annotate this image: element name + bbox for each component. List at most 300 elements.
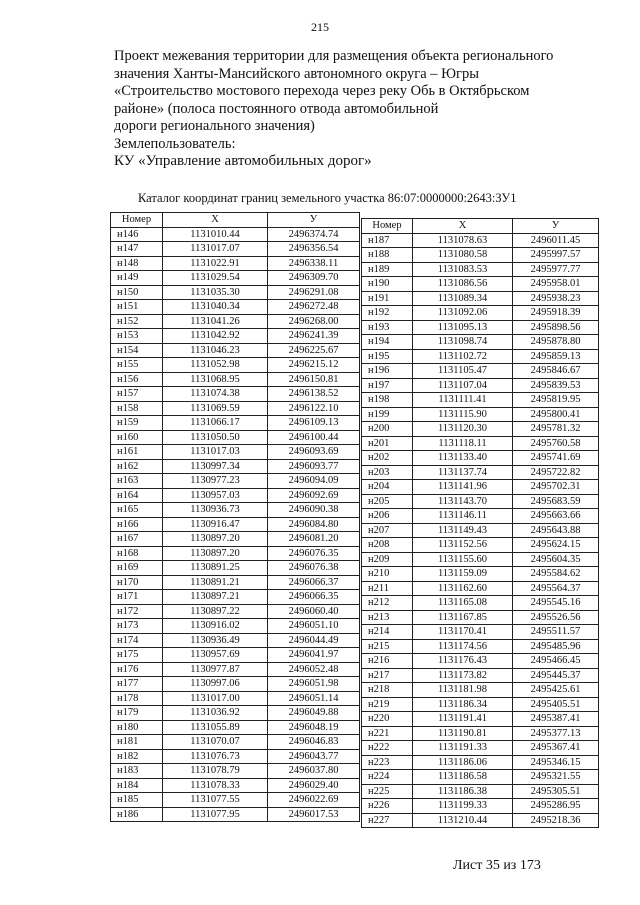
x-coordinate: 1131089.34 xyxy=(413,291,513,306)
table-row xyxy=(111,764,360,779)
y-coordinate: 2495584.62 xyxy=(513,567,599,582)
point-number: н205 xyxy=(362,494,413,509)
y-coordinate: 2496052.48 xyxy=(268,662,360,677)
point-number: н165 xyxy=(111,503,163,518)
table-row xyxy=(362,755,599,770)
y-coordinate: 2495741.69 xyxy=(513,451,599,466)
x-coordinate: 1131017.07 xyxy=(163,242,268,257)
point-number: н159 xyxy=(111,416,163,431)
point-number: н164 xyxy=(111,488,163,503)
catalog-title: Каталог координат границ земельного участка 86:07:0000000:2643:ЗУ1 xyxy=(138,191,517,205)
x-coordinate: 1131173.82 xyxy=(413,668,513,683)
point-number: н191 xyxy=(362,291,413,306)
x-coordinate: 1131165.08 xyxy=(413,596,513,611)
table-row xyxy=(362,654,599,669)
x-coordinate: 1131118.11 xyxy=(413,436,513,451)
table-row xyxy=(111,416,360,431)
table-row xyxy=(111,532,360,547)
point-number: н167 xyxy=(111,532,163,547)
x-coordinate: 1131042.92 xyxy=(163,329,268,344)
table-row xyxy=(111,488,360,503)
point-number: н208 xyxy=(362,538,413,553)
point-number: н199 xyxy=(362,407,413,422)
y-coordinate: 2495377.13 xyxy=(513,726,599,741)
table-row xyxy=(111,358,360,373)
y-coordinate: 2495938.23 xyxy=(513,291,599,306)
x-coordinate: 1131137.74 xyxy=(413,465,513,480)
y-coordinate: 2496051.98 xyxy=(268,677,360,692)
x-coordinate: 1131186.34 xyxy=(413,697,513,712)
x-coordinate: 1131035.30 xyxy=(163,285,268,300)
table-row xyxy=(362,320,599,335)
x-coordinate: 1131068.95 xyxy=(163,372,268,387)
x-coordinate: 1131191.41 xyxy=(413,712,513,727)
table-row xyxy=(362,233,599,248)
point-number: н173 xyxy=(111,619,163,634)
point-number: н189 xyxy=(362,262,413,277)
x-coordinate: 1131055.89 xyxy=(163,720,268,735)
x-coordinate: 1131046.23 xyxy=(163,343,268,358)
x-coordinate: 1131086.56 xyxy=(413,277,513,292)
point-number: н194 xyxy=(362,335,413,350)
y-coordinate: 2495624.15 xyxy=(513,538,599,553)
table-row xyxy=(362,335,599,350)
header-number: Номер xyxy=(111,213,163,228)
table-row xyxy=(362,248,599,263)
y-coordinate: 2496029.40 xyxy=(268,778,360,793)
y-coordinate: 2495683.59 xyxy=(513,494,599,509)
x-coordinate: 1130977.23 xyxy=(163,474,268,489)
x-coordinate: 1131167.85 xyxy=(413,610,513,625)
point-number: н215 xyxy=(362,639,413,654)
x-coordinate: 1131149.43 xyxy=(413,523,513,538)
y-coordinate: 2496076.35 xyxy=(268,546,360,561)
x-coordinate: 1131052.98 xyxy=(163,358,268,373)
table-row xyxy=(362,567,599,582)
x-coordinate: 1131036.92 xyxy=(163,706,268,721)
x-coordinate: 1131199.33 xyxy=(413,799,513,814)
point-number: н180 xyxy=(111,720,163,735)
point-number: н221 xyxy=(362,726,413,741)
table-row xyxy=(362,262,599,277)
y-coordinate: 2495643.88 xyxy=(513,523,599,538)
point-number: н156 xyxy=(111,372,163,387)
point-number: н212 xyxy=(362,596,413,611)
table-row xyxy=(362,697,599,712)
table-row xyxy=(111,691,360,706)
y-coordinate: 2496046.83 xyxy=(268,735,360,750)
y-coordinate: 2496225.67 xyxy=(268,343,360,358)
y-coordinate: 2496051.10 xyxy=(268,619,360,634)
y-coordinate: 2495702.31 xyxy=(513,480,599,495)
point-number: н181 xyxy=(111,735,163,750)
y-coordinate: 2495321.55 xyxy=(513,770,599,785)
y-coordinate: 2496100.44 xyxy=(268,430,360,445)
y-coordinate: 2495918.39 xyxy=(513,306,599,321)
point-number: н171 xyxy=(111,590,163,605)
x-coordinate: 1131078.79 xyxy=(163,764,268,779)
point-number: н176 xyxy=(111,662,163,677)
point-number: н179 xyxy=(111,706,163,721)
table-header-row xyxy=(362,219,599,234)
y-coordinate: 2495977.77 xyxy=(513,262,599,277)
x-coordinate: 1131070.07 xyxy=(163,735,268,750)
table-row xyxy=(362,422,599,437)
point-number: н184 xyxy=(111,778,163,793)
table-row xyxy=(362,364,599,379)
land-user-name: КУ «Управление автомобильных дорог» xyxy=(114,153,372,169)
point-number: н161 xyxy=(111,445,163,460)
header-number: Номер xyxy=(362,219,413,234)
y-coordinate: 2495800.41 xyxy=(513,407,599,422)
y-coordinate: 2496150.81 xyxy=(268,372,360,387)
x-coordinate: 1131174.56 xyxy=(413,639,513,654)
y-coordinate: 2495425.61 xyxy=(513,683,599,698)
point-number: н157 xyxy=(111,387,163,402)
x-coordinate: 1131159.09 xyxy=(413,567,513,582)
table-row xyxy=(111,619,360,634)
table-row xyxy=(111,807,360,822)
header-y: У xyxy=(268,213,360,228)
x-coordinate: 1130891.25 xyxy=(163,561,268,576)
table-row xyxy=(362,393,599,408)
table-row xyxy=(362,770,599,785)
title-line: Проект межевания территории для размещения объекта регионального xyxy=(114,48,554,64)
coordinates-table-left xyxy=(110,212,360,822)
table-row xyxy=(362,741,599,756)
x-coordinate: 1131107.04 xyxy=(413,378,513,393)
x-coordinate: 1130897.22 xyxy=(163,604,268,619)
x-coordinate: 1130997.34 xyxy=(163,459,268,474)
point-number: н211 xyxy=(362,581,413,596)
y-coordinate: 2496048.19 xyxy=(268,720,360,735)
table-row xyxy=(362,306,599,321)
y-coordinate: 2495958.01 xyxy=(513,277,599,292)
y-coordinate: 2496291.08 xyxy=(268,285,360,300)
table-row xyxy=(362,784,599,799)
y-coordinate: 2496084.80 xyxy=(268,517,360,532)
table-row xyxy=(362,523,599,538)
x-coordinate: 1131133.40 xyxy=(413,451,513,466)
y-coordinate: 2495545.16 xyxy=(513,596,599,611)
y-coordinate: 2496066.35 xyxy=(268,590,360,605)
point-number: н207 xyxy=(362,523,413,538)
point-number: н174 xyxy=(111,633,163,648)
y-coordinate: 2495526.56 xyxy=(513,610,599,625)
title-line: «Строительство мостового перехода через реку Обь в Октябрьском xyxy=(114,83,530,99)
table-row xyxy=(111,329,360,344)
point-number: н183 xyxy=(111,764,163,779)
point-number: н196 xyxy=(362,364,413,379)
x-coordinate: 1131066.17 xyxy=(163,416,268,431)
x-coordinate: 1131143.70 xyxy=(413,494,513,509)
y-coordinate: 2496374.74 xyxy=(268,227,360,242)
point-number: н214 xyxy=(362,625,413,640)
table-row xyxy=(111,401,360,416)
land-user-label: Землепользователь: xyxy=(114,135,236,152)
point-number: н172 xyxy=(111,604,163,619)
point-number: н222 xyxy=(362,741,413,756)
point-number: н203 xyxy=(362,465,413,480)
y-coordinate: 2496272.48 xyxy=(268,300,360,315)
table-row xyxy=(362,581,599,596)
header-x: X xyxy=(163,213,268,228)
table-row xyxy=(362,465,599,480)
point-number: н204 xyxy=(362,480,413,495)
x-coordinate: 1130897.20 xyxy=(163,546,268,561)
x-coordinate: 1131120.30 xyxy=(413,422,513,437)
point-number: н198 xyxy=(362,393,413,408)
sheet-counter: Лист 35 из 173 xyxy=(453,858,541,873)
y-coordinate: 2495760.58 xyxy=(513,436,599,451)
y-coordinate: 2496022.69 xyxy=(268,793,360,808)
y-coordinate: 2496093.77 xyxy=(268,459,360,474)
y-coordinate: 2496109.13 xyxy=(268,416,360,431)
point-number: н227 xyxy=(362,813,413,828)
table-row xyxy=(362,639,599,654)
x-coordinate: 1131186.38 xyxy=(413,784,513,799)
table-row xyxy=(111,387,360,402)
point-number: н202 xyxy=(362,451,413,466)
table-row xyxy=(111,503,360,518)
x-coordinate: 1130977.87 xyxy=(163,662,268,677)
point-number: н210 xyxy=(362,567,413,582)
table-row xyxy=(362,451,599,466)
table-row xyxy=(111,459,360,474)
point-number: н188 xyxy=(362,248,413,263)
x-coordinate: 1131022.91 xyxy=(163,256,268,271)
x-coordinate: 1131078.63 xyxy=(413,233,513,248)
x-coordinate: 1131040.34 xyxy=(163,300,268,315)
y-coordinate: 2496043.77 xyxy=(268,749,360,764)
table-row xyxy=(362,683,599,698)
point-number: н224 xyxy=(362,770,413,785)
point-number: н169 xyxy=(111,561,163,576)
y-coordinate: 2496094.09 xyxy=(268,474,360,489)
table-row xyxy=(362,625,599,640)
y-coordinate: 2495564.37 xyxy=(513,581,599,596)
y-coordinate: 2495405.51 xyxy=(513,697,599,712)
x-coordinate: 1130936.49 xyxy=(163,633,268,648)
y-coordinate: 2495511.57 xyxy=(513,625,599,640)
x-coordinate: 1131191.33 xyxy=(413,741,513,756)
y-coordinate: 2496060.40 xyxy=(268,604,360,619)
point-number: н178 xyxy=(111,691,163,706)
point-number: н218 xyxy=(362,683,413,698)
table-row xyxy=(362,813,599,828)
x-coordinate: 1131176.43 xyxy=(413,654,513,669)
x-coordinate: 1130957.03 xyxy=(163,488,268,503)
point-number: н225 xyxy=(362,784,413,799)
table-row xyxy=(362,349,599,364)
table-row xyxy=(111,343,360,358)
y-coordinate: 2495367.41 xyxy=(513,741,599,756)
title-line: районе» (полоса постоянного отвода автомобильной xyxy=(114,100,439,117)
table-header-row xyxy=(111,213,360,228)
table-row xyxy=(111,590,360,605)
y-coordinate: 2496037.80 xyxy=(268,764,360,779)
table-row xyxy=(111,648,360,663)
point-number: н152 xyxy=(111,314,163,329)
table-row xyxy=(111,749,360,764)
table-row xyxy=(111,256,360,271)
x-coordinate: 1131017.00 xyxy=(163,691,268,706)
table-row xyxy=(362,668,599,683)
table-row xyxy=(362,538,599,553)
x-coordinate: 1130957.69 xyxy=(163,648,268,663)
y-coordinate: 2496090.38 xyxy=(268,503,360,518)
y-coordinate: 2496356.54 xyxy=(268,242,360,257)
point-number: н195 xyxy=(362,349,413,364)
point-number: н154 xyxy=(111,343,163,358)
point-number: н166 xyxy=(111,517,163,532)
table-row xyxy=(111,561,360,576)
table-row xyxy=(362,378,599,393)
point-number: н220 xyxy=(362,712,413,727)
table-row xyxy=(111,242,360,257)
x-coordinate: 1131077.95 xyxy=(163,807,268,822)
x-coordinate: 1130997.06 xyxy=(163,677,268,692)
x-coordinate: 1131098.74 xyxy=(413,335,513,350)
table-row xyxy=(362,407,599,422)
y-coordinate: 2495846.67 xyxy=(513,364,599,379)
project-title xyxy=(114,48,604,171)
point-number: н200 xyxy=(362,422,413,437)
y-coordinate: 2496051.14 xyxy=(268,691,360,706)
x-coordinate: 1131010.44 xyxy=(163,227,268,242)
y-coordinate: 2496241.39 xyxy=(268,329,360,344)
y-coordinate: 2496268.00 xyxy=(268,314,360,329)
point-number: н148 xyxy=(111,256,163,271)
table-row xyxy=(362,596,599,611)
table-row xyxy=(362,291,599,306)
table-row xyxy=(111,735,360,750)
table-row xyxy=(111,430,360,445)
y-coordinate: 2496093.69 xyxy=(268,445,360,460)
y-coordinate: 2495218.36 xyxy=(513,813,599,828)
y-coordinate: 2495819.95 xyxy=(513,393,599,408)
x-coordinate: 1130897.21 xyxy=(163,590,268,605)
table-row xyxy=(362,494,599,509)
y-coordinate: 2495997.57 xyxy=(513,248,599,263)
x-coordinate: 1131141.96 xyxy=(413,480,513,495)
y-coordinate: 2495346.15 xyxy=(513,755,599,770)
y-coordinate: 2495387.41 xyxy=(513,712,599,727)
y-coordinate: 2496041.97 xyxy=(268,648,360,663)
y-coordinate: 2495878.80 xyxy=(513,335,599,350)
y-coordinate: 2495722.82 xyxy=(513,465,599,480)
x-coordinate: 1131017.03 xyxy=(163,445,268,460)
y-coordinate: 2496338.11 xyxy=(268,256,360,271)
table-row xyxy=(111,677,360,692)
x-coordinate: 1131190.81 xyxy=(413,726,513,741)
x-coordinate: 1131074.38 xyxy=(163,387,268,402)
table-row xyxy=(362,610,599,625)
y-coordinate: 2496081.20 xyxy=(268,532,360,547)
point-number: н193 xyxy=(362,320,413,335)
x-coordinate: 1131186.06 xyxy=(413,755,513,770)
x-coordinate: 1131102.72 xyxy=(413,349,513,364)
y-coordinate: 2495445.37 xyxy=(513,668,599,683)
x-coordinate: 1131162.60 xyxy=(413,581,513,596)
point-number: н168 xyxy=(111,546,163,561)
x-coordinate: 1131077.55 xyxy=(163,793,268,808)
y-coordinate: 2496066.37 xyxy=(268,575,360,590)
point-number: н185 xyxy=(111,793,163,808)
y-coordinate: 2495305.51 xyxy=(513,784,599,799)
y-coordinate: 2496017.53 xyxy=(268,807,360,822)
x-coordinate: 1131095.13 xyxy=(413,320,513,335)
y-coordinate: 2495663.66 xyxy=(513,509,599,524)
point-number: н149 xyxy=(111,271,163,286)
page-number: 215 xyxy=(311,20,329,34)
table-row xyxy=(111,271,360,286)
y-coordinate: 2495781.32 xyxy=(513,422,599,437)
table-row xyxy=(362,799,599,814)
table-row xyxy=(111,662,360,677)
y-coordinate: 2496122.10 xyxy=(268,401,360,416)
y-coordinate: 2496044.49 xyxy=(268,633,360,648)
x-coordinate: 1131083.53 xyxy=(413,262,513,277)
table-row xyxy=(111,474,360,489)
point-number: н175 xyxy=(111,648,163,663)
x-coordinate: 1130916.02 xyxy=(163,619,268,634)
table-row xyxy=(111,285,360,300)
x-coordinate: 1131080.58 xyxy=(413,248,513,263)
table-row xyxy=(111,227,360,242)
x-coordinate: 1131041.26 xyxy=(163,314,268,329)
x-coordinate: 1130916.47 xyxy=(163,517,268,532)
table-row xyxy=(111,793,360,808)
table-row xyxy=(111,633,360,648)
point-number: н197 xyxy=(362,378,413,393)
table-row xyxy=(111,314,360,329)
x-coordinate: 1131146.11 xyxy=(413,509,513,524)
table-row xyxy=(111,604,360,619)
table-row xyxy=(111,445,360,460)
header-x: X xyxy=(413,219,513,234)
table-row xyxy=(111,546,360,561)
point-number: н163 xyxy=(111,474,163,489)
x-coordinate: 1131155.60 xyxy=(413,552,513,567)
table-row xyxy=(111,720,360,735)
point-number: н162 xyxy=(111,459,163,474)
y-coordinate: 2495898.56 xyxy=(513,320,599,335)
x-coordinate: 1131210.44 xyxy=(413,813,513,828)
table-row xyxy=(111,372,360,387)
table-row xyxy=(362,552,599,567)
coordinates-table-right xyxy=(361,218,599,828)
point-number: н187 xyxy=(362,233,413,248)
x-coordinate: 1131181.98 xyxy=(413,683,513,698)
point-number: н190 xyxy=(362,277,413,292)
point-number: н213 xyxy=(362,610,413,625)
table-row xyxy=(111,778,360,793)
x-coordinate: 1131115.90 xyxy=(413,407,513,422)
point-number: н217 xyxy=(362,668,413,683)
y-coordinate: 2495466.45 xyxy=(513,654,599,669)
y-coordinate: 2495839.53 xyxy=(513,378,599,393)
y-coordinate: 2496309.70 xyxy=(268,271,360,286)
x-coordinate: 1131076.73 xyxy=(163,749,268,764)
point-number: н209 xyxy=(362,552,413,567)
point-number: н177 xyxy=(111,677,163,692)
x-coordinate: 1130897.20 xyxy=(163,532,268,547)
x-coordinate: 1130936.73 xyxy=(163,503,268,518)
point-number: н170 xyxy=(111,575,163,590)
point-number: н151 xyxy=(111,300,163,315)
point-number: н182 xyxy=(111,749,163,764)
